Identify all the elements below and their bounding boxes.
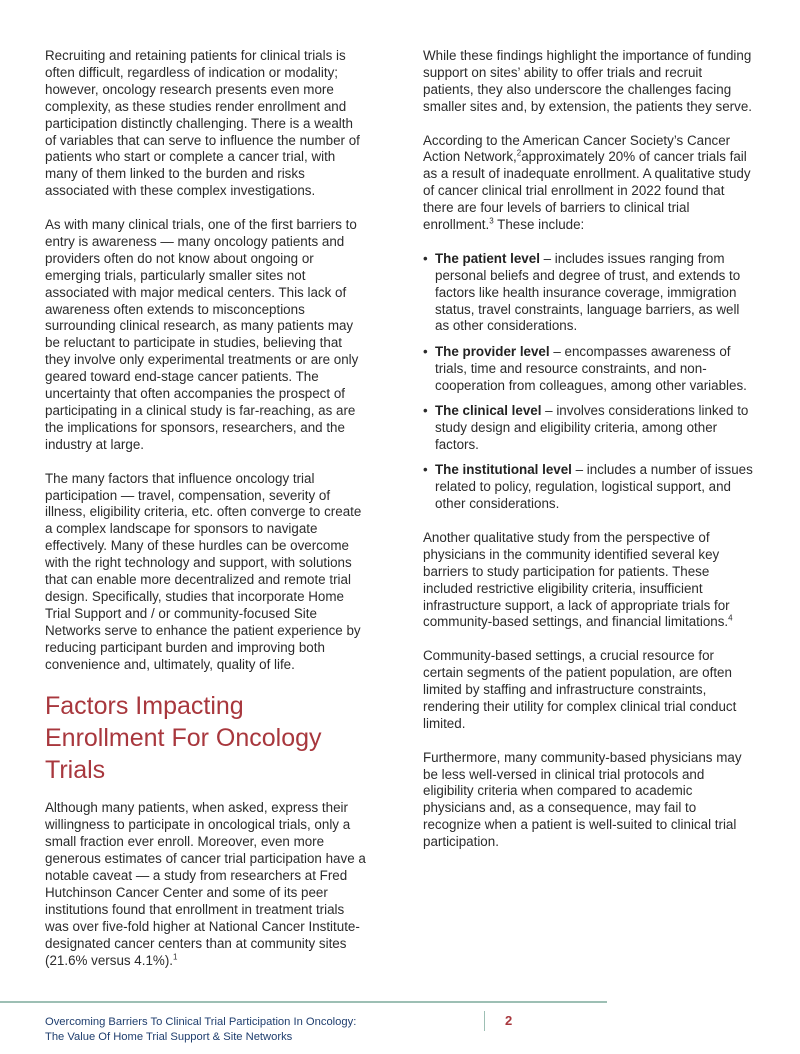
enrollment-paragraph: Although many patients, when asked, express their willingness to participate in oncological trials, only a small fraction ever enroll. Moreover, even more generous estimates of cancer trial participation have a notable caveat — a study from researchers at Fred Hutchinson Cancer Center and some of its peer institutions found that enrollment in treatment trials was over five-fold higher at National Cancer Institute-designated cancer centers than at community sites (21.6% versus 4.1%).$^1$: [45, 800, 366, 968]
awareness-paragraph: As with many clinical trials, one of the first barriers to entry is awareness — many oncology patients and providers often do not know about ongoing or emerging trials, particularly smaller sites not associated with major medical centers. This lack of awareness often extends to misconceptions surrounding clinical research, as many patients may be reluctant to participate in studies, believing that they involve only experimental treatments or are only geared toward end-stage cancer patients. The uncertainty that often accompanies the prospect of participating in a clinical study is far-reaching, as are the implications for sponsors, researchers, and the industry at large.: [45, 217, 359, 452]
footnote-ref: 1: [173, 952, 178, 962]
barrier-levels-list: [423, 251, 753, 513]
list-item: • The patient level – includes issues ranging from personal beliefs and degree of trust, and extends to factors like health insurance coverage, immigration status, travel constraints, language barriers, as well as other considerations.: [423, 251, 753, 336]
community-settings-paragraph: Community-based settings, a crucial resource for certain segments of the patient population, are often limited by staffing and infrastructure constraints, rendering their utility for complex clinical trial conduct limited.: [423, 648, 737, 731]
barriers-intro-paragraph: According to the American Cancer Society’s Cancer Action Network,$^2$approximately 20% of cancer trials fail as a result of inadequate enrollment. A qualitative study of cancer clinical trial enrollment in 2022 found that there are four levels of barriers to clinical trial enrollment.$^3$ These include:: [423, 132, 751, 233]
footer-divider: [484, 1011, 485, 1031]
intro-paragraph: Recruiting and retaining patients for clinical trials is often difficult, regardless of indication or modality; however, oncology research presents even more complexity, as these studies render enrollment and participation distinctly challenging. There is a wealth of variables that can serve to influence the number of patients who start or complete a cancer trial, with many of them linked to the burden and risks associated with these complex investigations.: [45, 48, 360, 199]
list-item: • The provider level – encompasses awareness of trials, time and resource constraints, and non-cooperation from colleagues, among other variables.: [423, 344, 753, 395]
findings-paragraph: While these findings highlight the importance of funding support on sites’ ability to offer trials and recruit patients, they also underscore the challenges facing smaller sites and, by extension, the patients they serve.: [423, 48, 752, 114]
footnote-ref: 3: [489, 216, 494, 226]
physician-study-paragraph: Another qualitative study from the perspective of physicians in the community identified several key barriers to study participation for patients. These included restrictive eligibility criteria, insufficient infrastructure support, a lack of appropriate trials for community-based settings, and financial limitations.$^4$: [423, 529, 733, 630]
physician-awareness-paragraph: Furthermore, many community-based physicians may be less well-versed in clinical trial protocols and eligibility criteria when compared to academic physicians and, as a consequence, may fail to recognize when a patient is well-suited to clinical trial participation.: [423, 749, 742, 850]
list-item: • The institutional level – includes a number of issues related to policy, regulation, logistical support, and other considerations.: [423, 462, 753, 513]
footnote-ref: 4: [728, 613, 733, 623]
footer-title: Overcoming Barriers To Clinical Trial Participation In Oncology: The Value Of Home Trial Support & Site Networks: [45, 1016, 357, 1043]
list-item: • The clinical level – involves considerations linked to study design and eligibility criteria, among other factors.: [423, 403, 753, 454]
page-number: 2: [505, 1013, 513, 1028]
factors-paragraph: The many factors that influence oncology trial participation — travel, compensation, severity of illness, eligibility criteria, etc. often converge to create a complex landscape for sponsors to navigate effectively. Many of these hurdles can be overcome with the right technology and support, with solutions that can enable more decentralized and remote trial design. Specifically, studies that incorporate Home Trial Support and / or community-focused Site Networks serve to enhance the patient experience by reducing participant burden and improving both convenience and, ultimately, quality of life.: [45, 470, 362, 672]
left-column: [45, 48, 367, 986]
section-heading: Factors Impacting Enrollment For Oncology Trials: [45, 692, 322, 785]
footer-rule: [0, 1001, 607, 1003]
right-column: [423, 48, 753, 868]
footnote-ref: 2: [516, 148, 522, 158]
